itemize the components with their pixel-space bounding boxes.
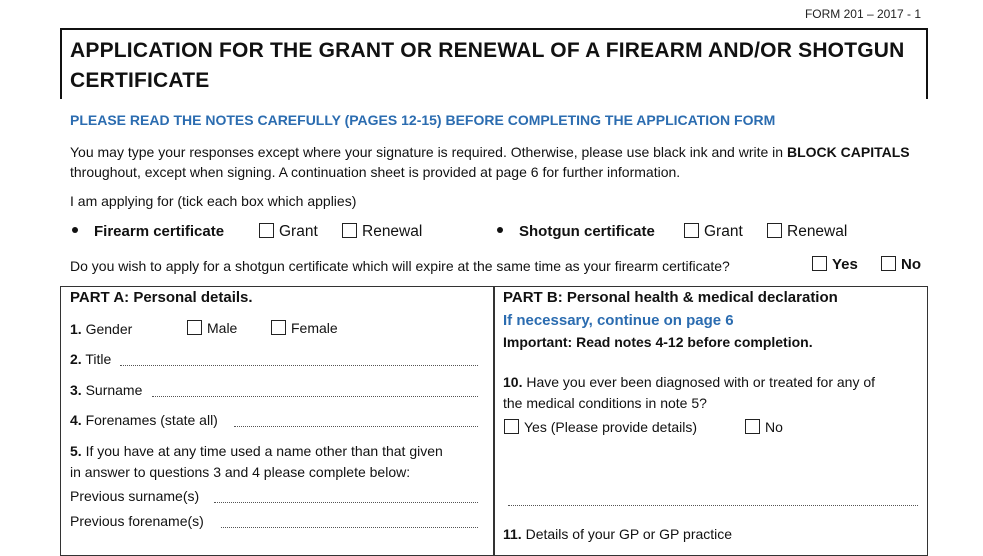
shotgun-certificate-row bbox=[497, 223, 655, 241]
shotgun-grant-checkbox[interactable] bbox=[684, 223, 699, 238]
form-reference: FORM 201 – 2017 - 1 bbox=[804, 7, 921, 21]
firearm-renewal-option[interactable] bbox=[342, 223, 422, 241]
q11-number: 11. bbox=[503, 526, 522, 542]
medical-details-input-line[interactable] bbox=[508, 504, 918, 506]
medical-question bbox=[503, 374, 875, 390]
firearm-certificate-row bbox=[72, 223, 224, 241]
firearm-renewal-label: Renewal bbox=[362, 223, 423, 240]
forenames-input-line[interactable] bbox=[234, 425, 478, 427]
q10-text-line1: Have you ever been diagnosed with or treated for any of bbox=[526, 374, 876, 390]
male-label: Male bbox=[207, 320, 238, 336]
important-note: Important: Read notes 4-12 before completion. bbox=[503, 334, 813, 350]
medical-no-label: No bbox=[765, 419, 783, 435]
shotgun-renewal-label: Renewal bbox=[787, 223, 848, 240]
expiry-no-label: No bbox=[901, 256, 921, 273]
gender-label: Gender bbox=[85, 321, 133, 337]
q10-number: 10. bbox=[503, 374, 523, 390]
q10-text-line2: the medical conditions in note 5? bbox=[503, 395, 707, 411]
surname-input-line[interactable] bbox=[152, 395, 478, 397]
medical-no-option[interactable] bbox=[745, 419, 783, 435]
firearm-grant-checkbox[interactable] bbox=[259, 223, 274, 238]
shotgun-grant-option[interactable] bbox=[684, 223, 743, 241]
part-b-heading: PART B: Personal health & medical declaration bbox=[503, 289, 838, 306]
q3-number: 3. bbox=[70, 382, 82, 398]
female-checkbox[interactable] bbox=[271, 320, 286, 335]
previous-surname-input-line[interactable] bbox=[214, 501, 478, 503]
surname-field-row bbox=[70, 382, 142, 398]
forenames-label: Forenames (state all) bbox=[85, 412, 218, 428]
q5-text-line2: in answer to questions 3 and 4 please complete below: bbox=[70, 464, 411, 480]
shotgun-renewal-option[interactable] bbox=[767, 223, 847, 241]
expiry-yes-option[interactable] bbox=[812, 256, 858, 273]
medical-yes-checkbox[interactable] bbox=[504, 419, 519, 434]
medical-yes-label: Yes (Please provide details) bbox=[524, 419, 698, 435]
intro-part2: throughout, except when signing. A continuation sheet is provided at page 6 for further information. bbox=[70, 164, 681, 180]
intro-text bbox=[70, 142, 920, 182]
applying-for-prompt: I am applying for (tick each box which applies) bbox=[70, 193, 357, 209]
intro-bold: BLOCK CAPITALS bbox=[786, 144, 910, 160]
surname-label: Surname bbox=[85, 382, 143, 398]
gp-details-question bbox=[503, 526, 732, 542]
expiry-no-option[interactable] bbox=[881, 256, 921, 273]
expiry-question: Do you wish to apply for a shotgun certificate which will expire at the same time as your firearm certificate? bbox=[70, 258, 730, 274]
continue-page-link: If necessary, continue on page 6 bbox=[503, 312, 734, 329]
q2-number: 2. bbox=[70, 351, 82, 367]
bullet-icon bbox=[72, 227, 78, 233]
read-notes-notice: PLEASE READ THE NOTES CAREFULLY (PAGES 12-15) BEFORE COMPLETING THE APPLICATION FORM bbox=[70, 112, 776, 128]
expiry-no-checkbox[interactable] bbox=[881, 256, 896, 271]
firearm-certificate-label: Firearm certificate bbox=[94, 223, 225, 240]
gp-details-label: Details of your GP or GP practice bbox=[525, 526, 733, 542]
q5-number: 5. bbox=[70, 443, 82, 459]
q5-text-line1: If you have at any time used a name other than that given bbox=[85, 443, 443, 459]
previous-surname-label: Previous surname(s) bbox=[70, 488, 200, 504]
previous-names-question bbox=[70, 443, 443, 459]
female-label: Female bbox=[291, 320, 338, 336]
previous-forename-input-line[interactable] bbox=[221, 526, 478, 528]
firearm-grant-option[interactable] bbox=[259, 223, 318, 241]
expiry-yes-label: Yes bbox=[832, 256, 858, 273]
expiry-yes-checkbox[interactable] bbox=[812, 256, 827, 271]
medical-no-checkbox[interactable] bbox=[745, 419, 760, 434]
title-input-line[interactable] bbox=[120, 364, 478, 366]
column-divider bbox=[493, 286, 495, 556]
female-option[interactable] bbox=[271, 320, 338, 336]
bullet-icon bbox=[497, 227, 503, 233]
title-field-row bbox=[70, 351, 111, 367]
title-field-label: Title bbox=[85, 351, 112, 367]
q4-number: 4. bbox=[70, 412, 82, 428]
shotgun-grant-label: Grant bbox=[704, 223, 743, 240]
shotgun-certificate-label: Shotgun certificate bbox=[519, 223, 655, 240]
firearm-grant-label: Grant bbox=[279, 223, 318, 240]
medical-yes-option[interactable] bbox=[504, 419, 697, 435]
previous-forename-label: Previous forename(s) bbox=[70, 513, 204, 529]
form-title: APPLICATION FOR THE GRANT OR RENEWAL OF A FIREARM AND/OR SHOTGUN CERTIFICATE bbox=[70, 39, 905, 92]
gender-question bbox=[70, 321, 132, 337]
shotgun-renewal-checkbox[interactable] bbox=[767, 223, 782, 238]
male-checkbox[interactable] bbox=[187, 320, 202, 335]
part-a-heading: PART A: Personal details. bbox=[70, 289, 253, 306]
male-option[interactable] bbox=[187, 320, 237, 336]
q1-number: 1. bbox=[70, 321, 82, 337]
intro-part1: You may type your responses except where your signature is required. Otherwise, please use black ink and write in bbox=[70, 144, 787, 160]
forenames-field-row bbox=[70, 412, 218, 428]
firearm-renewal-checkbox[interactable] bbox=[342, 223, 357, 238]
